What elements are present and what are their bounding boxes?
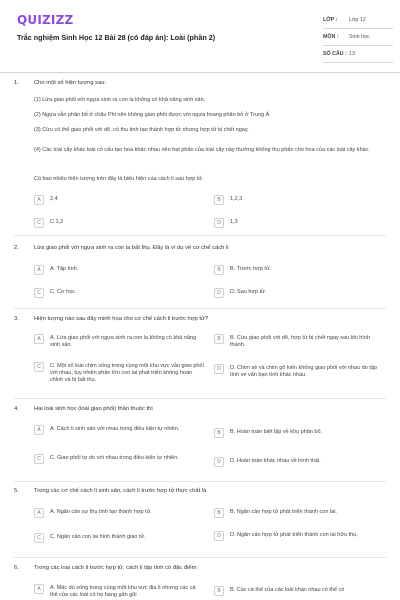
option-text: 2,4 <box>50 196 58 202</box>
option-c[interactable] <box>34 218 204 228</box>
quizizz-logo[interactable]: QUIZIZZ <box>17 13 74 27</box>
option-letter: A <box>34 508 44 518</box>
option-text: 1,3 <box>230 219 238 225</box>
meta-value: 13 <box>349 51 355 57</box>
question-text: Trong các cơ chế cách li sinh sản, cách li trước hợp tử thực chất là <box>34 488 207 494</box>
option-letter: B <box>214 508 224 518</box>
option-letter: C <box>34 362 44 372</box>
option-d[interactable] <box>214 531 384 541</box>
option-text: A. Cách li sinh sản với nhau trong điều kiện tự nhiên. <box>50 426 180 432</box>
option-text: B. Các cá thể của các loài khác nhau có thể có <box>230 587 345 593</box>
question-number: 5. <box>14 488 19 494</box>
meta-row-class <box>323 12 393 29</box>
meta-key: SỐ CÂU : <box>323 51 347 57</box>
question-text: Hiện tượng nào sau đây minh họa cho cơ chế cách li trước hợp tử? <box>34 316 209 322</box>
meta-row-subject <box>323 29 393 46</box>
meta-value: Sinh học <box>349 34 370 40</box>
option-letter: B <box>214 334 224 344</box>
option-letter: B <box>214 265 224 275</box>
option-a[interactable] <box>34 195 204 205</box>
option-c[interactable] <box>34 362 204 384</box>
option-text: B. Trước hợp tử. <box>230 266 272 272</box>
option-text: D. Sau hợp tử. <box>230 289 267 295</box>
option-letter: A <box>34 334 44 344</box>
option-c[interactable] <box>34 533 204 543</box>
question-divider <box>14 557 386 558</box>
option-text: D. Chim sẻ và chim gõ kiến không giao phối với nhau do tập tính ve vãn bạn tình khác nhau. <box>230 365 377 378</box>
question-number: 4. <box>14 406 19 412</box>
option-text: C. Cơ học <box>50 289 76 295</box>
option-letter: C <box>34 533 44 543</box>
question-number: 3. <box>14 316 19 322</box>
option-text: 1,2,3 <box>230 196 243 202</box>
option-a[interactable] <box>34 265 204 275</box>
option-b[interactable] <box>214 428 384 438</box>
option-c[interactable] <box>34 454 204 464</box>
option-text: D. Hoàn toàn khác nhau về hình thái. <box>230 458 321 464</box>
option-text: A. Lừa giao phối với ngựa sinh ra con la không có khả năng sinh sản. <box>50 335 197 348</box>
question-text: Cho một số hiện tượng sau: <box>34 80 107 86</box>
option-d[interactable] <box>214 364 384 379</box>
meta-value: Lớp 12 <box>349 17 366 23</box>
meta-key: MÔN : <box>323 34 339 40</box>
option-text: B. Hoàn toàn biệt lập về khu phân bố. <box>230 429 323 435</box>
option-text: A. Tập tính. <box>50 266 79 272</box>
option-text: C. Một số loài chim sống trong cùng một khu vực vẫn giao phối với nhau, tuy nhiên phần lớn con lai phát triển không hoàn chỉnh và bị bất thụ. <box>50 363 204 383</box>
question-divider <box>14 308 386 309</box>
question-text: Lừa giao phối với ngựa sinh ra con la bất thụ. Đây là ví dụ về cơ chế cách li <box>34 245 229 251</box>
option-text: A. Mặc dù sống trong cùng một khu vực địa lí nhưng các cá thể của các loài có họ hàng gần gũi <box>50 585 196 598</box>
option-letter: C <box>34 218 44 228</box>
option-d[interactable] <box>214 457 384 467</box>
meta-key: LỚP : <box>323 17 338 23</box>
option-d[interactable] <box>214 288 384 298</box>
option-b[interactable] <box>214 195 384 205</box>
option-text: D. Ngăn cản hợp tử phát triển thành con lai hữu thụ. <box>230 532 358 538</box>
question-text: Trong các loại cách li trước hợp tử, cách li tập tính có đặc điểm: <box>34 565 199 571</box>
option-text: C. Giao phối tự do với nhau trong điều kiện tự nhiên. <box>50 455 179 461</box>
option-letter: B <box>214 586 224 596</box>
option-letter: C <box>34 454 44 464</box>
option-text: A. Ngăn cản sự thụ tinh tạo thành hợp tử. <box>50 509 152 515</box>
option-a[interactable] <box>34 334 204 349</box>
statement-2: (2) Ngựa vằn phân bố ở châu Phi nên không giao phối được với ngựa hoang phân bố ở Trung Á <box>34 112 270 118</box>
option-b[interactable] <box>214 265 384 275</box>
option-a[interactable] <box>34 425 204 435</box>
statement-1: (1) Lừa giao phối với ngựa sinh ra con la không có khả năng sinh sản. <box>34 97 206 103</box>
option-letter: B <box>214 195 224 205</box>
option-letter: D <box>214 288 224 298</box>
option-letter: C <box>34 288 44 298</box>
option-letter: D <box>214 531 224 541</box>
option-letter: A <box>34 195 44 205</box>
option-text: C. Ngăn cản con lai hình thành giao tử. <box>50 534 146 540</box>
statement-4: (4) Các loài cây khác loài có cấu tạo hoa khác nhau nên hạt phấn của loài cây này thường không thụ phấn cho hoa của các loài cây khác. <box>34 147 370 153</box>
worksheet-header <box>0 0 400 70</box>
question-number: 2. <box>14 245 19 251</box>
header-divider <box>0 72 400 73</box>
option-c[interactable] <box>34 288 204 298</box>
option-d[interactable] <box>214 218 384 228</box>
worksheet-title: Trắc nghiệm Sinh Học 12 Bài 28 (có đáp án): Loài (phần 2) <box>17 33 216 42</box>
option-text: C.1,2 <box>50 219 64 225</box>
option-letter: A <box>34 584 44 594</box>
question-divider <box>14 481 386 482</box>
question-divider <box>14 235 386 236</box>
option-b[interactable] <box>214 334 384 349</box>
question-divider <box>14 398 386 399</box>
option-letter: D <box>214 218 224 228</box>
option-letter: A <box>34 265 44 275</box>
question-prompt: Có bao nhiêu hiện tượng trên đây là biểu hiện của cách li sau hợp tử. <box>34 176 204 182</box>
option-letter: B <box>214 428 224 438</box>
question-number: 1. <box>14 80 19 86</box>
option-a[interactable] <box>34 584 204 599</box>
option-letter: D <box>214 364 224 374</box>
option-b[interactable] <box>214 508 384 518</box>
option-text: B. Ngăn cản hợp tử phát triển thành con lai. <box>230 509 337 515</box>
option-letter: A <box>34 425 44 435</box>
option-letter: D <box>214 457 224 467</box>
option-text: B. Cừu giao phối với dê, hợp tử bị chết ngay sau khi hình thành. <box>230 335 370 348</box>
statement-3: (3) Cừu có thể giao phối với dê, có thụ tinh tạo thành hợp tử nhưng hợp tử bị chết ngay. <box>34 127 249 133</box>
option-b[interactable] <box>214 586 384 596</box>
option-a[interactable] <box>34 508 204 518</box>
question-text: Hai loài sinh học (loài giao phối) thân thuộc thì <box>34 406 153 412</box>
worksheet-meta <box>323 12 393 63</box>
meta-row-question-count <box>323 46 393 63</box>
question-number: 6. <box>14 565 19 571</box>
